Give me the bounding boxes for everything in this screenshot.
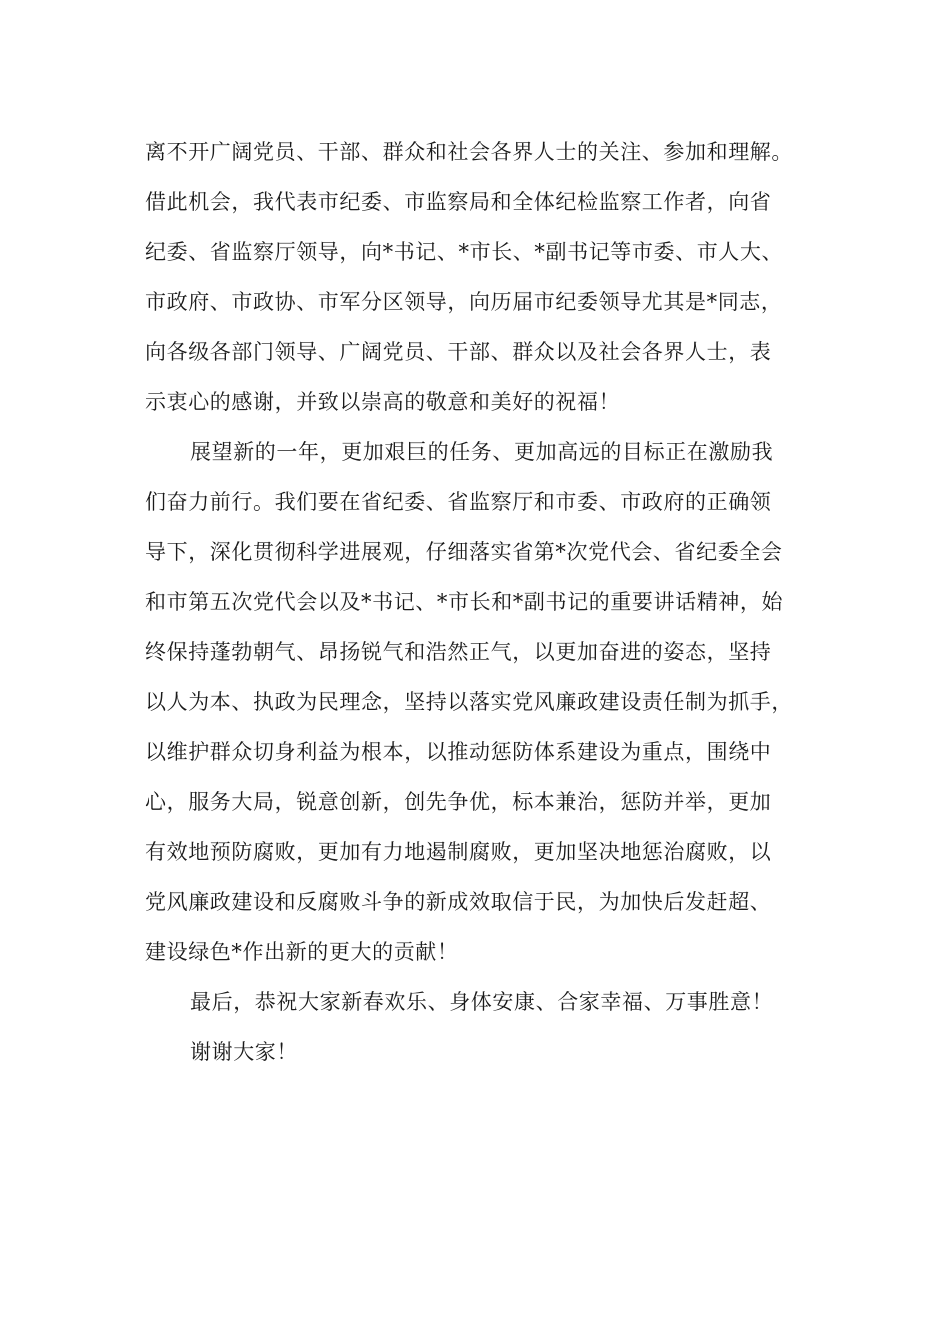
text-line: 市政府、市政协、市军分区领导，向历届市纪委领导尤其是*同志， [145,290,783,314]
text-line: 离不开广阔党员、干部、群众和社会各界人士的关注、参加和理解。 [145,140,793,164]
text-line: 党风廉政建设和反腐败斗争的新成效取信于民，为加快后发赶超、 [145,890,772,914]
document-body [145,127,835,1077]
text-line: 和市第五次党代会以及*书记、*市长和*副书记的重要讲话精神，始 [145,590,784,614]
text-line: 以人为本、执政为民理念，坚持以落实党风廉政建设责任制为抓手， [145,690,793,714]
text-line: 们奋力前行。我们要在省纪委、省监察厅和市委、市政府的正确领 [145,490,772,514]
text-line: 导下，深化贯彻科学进展观，仔细落实省第*次党代会、省纪委全会 [145,540,783,564]
paragraph-first-line: 最后，恭祝大家新春欢乐、身体安康、合家幸福、万事胜意！ [190,990,774,1014]
text-line: 心，服务大局，锐意创新，创先争优，标本兼治，惩防并举，更加 [145,790,772,814]
text-line: 示衷心的感谢，并致以崇高的敬意和美好的祝福！ [145,390,621,414]
text-line: 以维护群众切身利益为根本，以推动惩防体系建设为重点，围绕中 [145,740,772,764]
paragraph-first-line: 展望新的一年，更加艰巨的任务、更加高远的目标正在激励我 [190,440,774,464]
closing-line: 谢谢大家！ [190,1040,298,1064]
text-line: 终保持蓬勃朝气、昂扬锐气和浩然正气，以更加奋进的姿态，坚持 [145,640,772,664]
text-line: 纪委、省监察厅领导，向*书记、*市长、*副书记等市委、市人大、 [145,240,784,264]
text-line: 有效地预防腐败，更加有力地遏制腐败，更加坚决地惩治腐败，以 [145,840,772,864]
text-line: 借此机会，我代表市纪委、市监察局和全体纪检监察工作者，向省 [145,190,772,214]
text-line: 向各级各部门领导、广阔党员、干部、群众以及社会各界人士，表 [145,340,772,364]
text-line: 建设绿色*作出新的更大的贡献！ [145,940,459,964]
